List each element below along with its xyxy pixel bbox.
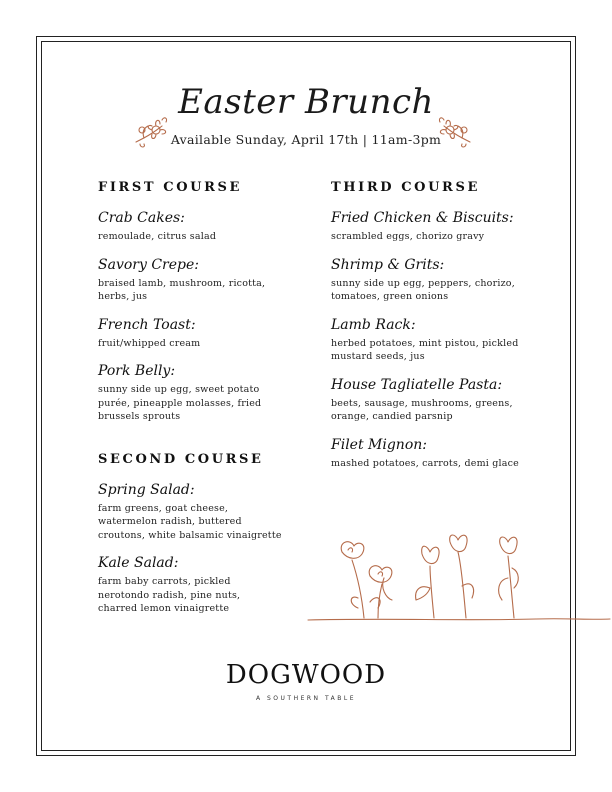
item-description: sunny side up egg, sweet potato purée, pineapple molasses, fried brussels sprouts — [98, 384, 262, 422]
item-description: sunny side up egg, peppers, chorizo, tomatoes, green onions — [331, 277, 515, 302]
menu-item — [98, 316, 298, 351]
menu-title: Easter Brunch — [178, 82, 434, 122]
menu-item — [98, 362, 298, 424]
menu-item — [98, 209, 298, 244]
item-description: herbed potatoes, mint pistou, pickled mustard seeds, jus — [331, 337, 519, 362]
menu-item — [98, 256, 298, 304]
right-column — [331, 180, 541, 482]
menu-item — [331, 316, 541, 364]
item-description: beets, sausage, mushrooms, greens, orange, candied parsnip — [331, 397, 513, 422]
item-description: fruit/whipped cream — [98, 337, 201, 349]
item-name: Lamb Rack: — [331, 316, 416, 333]
item-name: Pork Belly: — [98, 363, 176, 379]
item-name: Fried Chicken & Biscuits: — [331, 210, 514, 226]
third-course-heading: THIRD COURSE — [331, 180, 480, 195]
menu-item — [331, 256, 541, 304]
dogwood-logo: DOGWOOD — [225, 660, 387, 690]
item-description: farm greens, goat cheese, watermelon radish, buttered croutons, white balsamic vinaigrette — [98, 502, 282, 541]
first-course-heading: FIRST COURSE — [98, 180, 243, 195]
menu-item — [98, 554, 298, 616]
item-name: Spring Salad: — [98, 481, 195, 498]
menu-item — [98, 481, 298, 543]
flowers-illustration — [306, 528, 612, 628]
item-name: Kale Salad: — [98, 555, 179, 571]
left-column — [98, 180, 298, 628]
item-description: remoulade, citrus salad — [98, 231, 217, 242]
item-name: Filet Mignon: — [331, 436, 427, 453]
item-description: mashed potatoes, carrots, demi glace — [331, 457, 519, 469]
item-description: farm baby carrots, pickled nerotondo radish, pine nuts, charred lemon vinaigrette — [98, 576, 241, 614]
item-description: braised lamb, mushroom, ricotta, herbs, jus — [98, 277, 266, 302]
item-name: Crab Cakes: — [98, 210, 185, 226]
logo-tagline: A SOUTHERN TABLE — [255, 695, 357, 702]
menu-item — [331, 436, 541, 471]
menu-item — [331, 209, 541, 244]
item-name: House Tagliatelle Pasta: — [331, 376, 503, 393]
menu-item — [331, 376, 541, 424]
second-course-heading: SECOND COURSE — [98, 451, 264, 467]
item-description: scrambled eggs, chorizo gravy — [331, 231, 485, 242]
item-name: Shrimp & Grits: — [331, 256, 445, 273]
menu-subtitle: Available Sunday, April 17th | 11am-3pm — [170, 132, 442, 147]
item-name: Savory Crepe: — [98, 256, 199, 273]
item-name: French Toast: — [98, 316, 196, 333]
